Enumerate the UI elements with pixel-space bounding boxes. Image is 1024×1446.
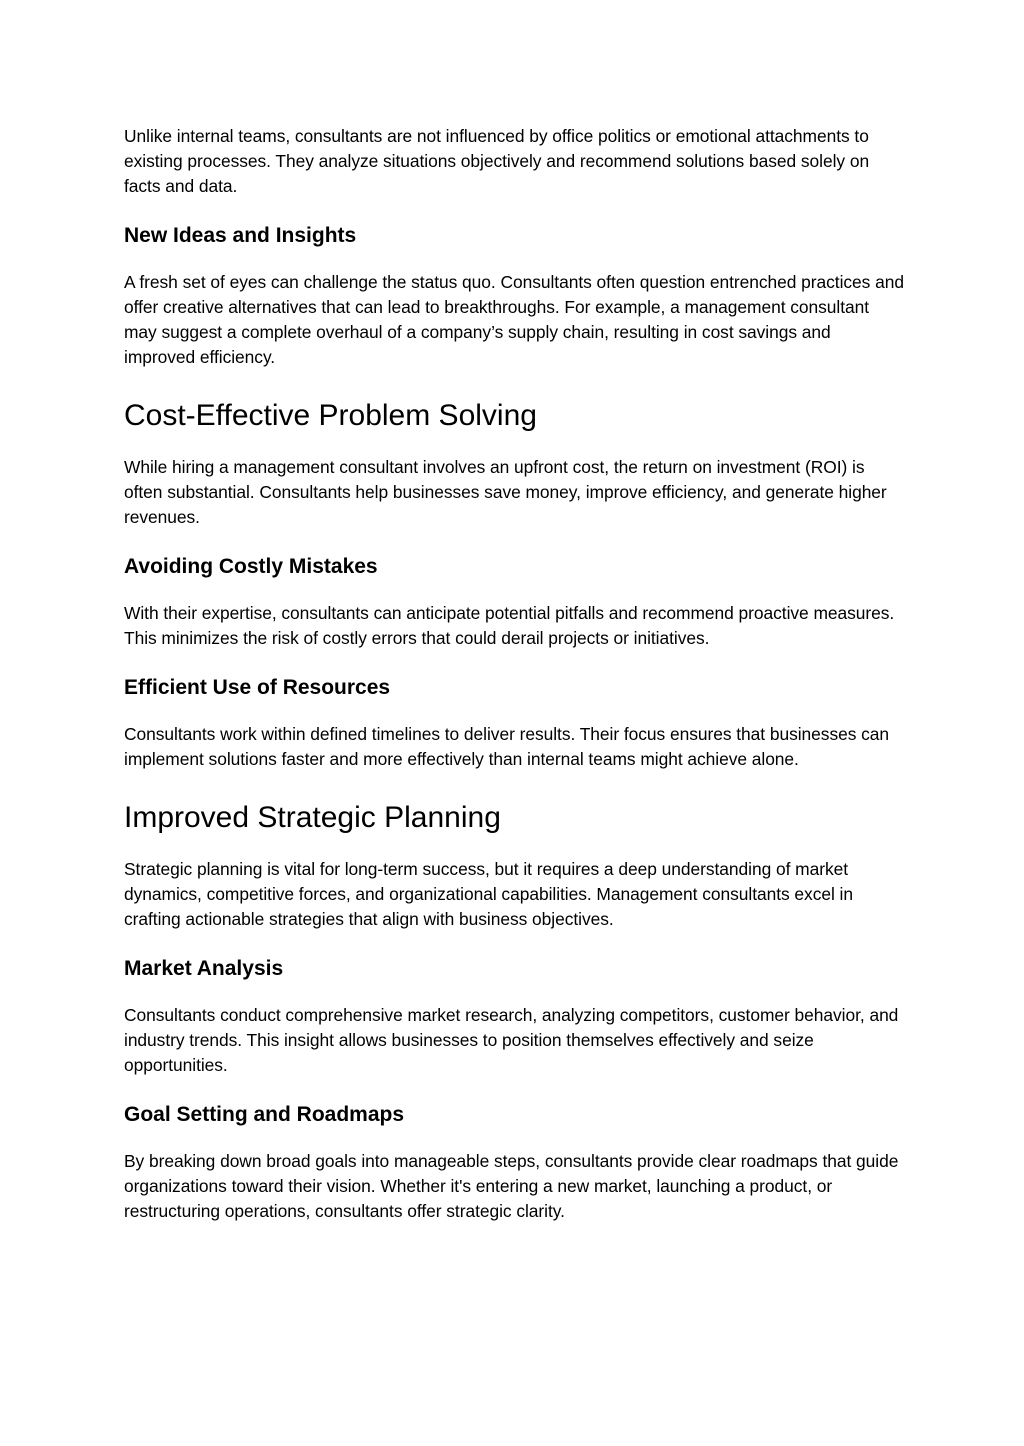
subheading-market-analysis: Market Analysis [124, 957, 284, 980]
subheading-avoiding-mistakes: Avoiding Costly Mistakes [124, 555, 378, 578]
paragraph-new-ideas: A fresh set of eyes can challenge the status quo. Consultants often question entrenched practices and offer creative alternatives that can lead to breakthroughs. For example, a management consultant may suggest a complete overhaul of a company’s supply chain, resulting in cost savings and improved efficiency. [124, 272, 904, 367]
paragraph-market-analysis: Consultants conduct comprehensive market research, analyzing competitors, customer behavior, and industry trends. This insight allows businesses to position themselves effectively and seize opportunities. [124, 1005, 899, 1075]
document-page [124, 120, 904, 1224]
subheading-efficient-resources: Efficient Use of Resources [124, 676, 391, 699]
heading-cost-effective: Cost-Effective Problem Solving [124, 399, 537, 432]
paragraph-cost-effective: While hiring a management consultant involves an upfront cost, the return on investment (ROI) is often substantial. Consultants help businesses save money, improve efficiency, and generate higher revenues. [124, 457, 887, 527]
subheading-goal-setting: Goal Setting and Roadmaps [124, 1103, 405, 1126]
paragraph-strategic-planning: Strategic planning is vital for long-term success, but it requires a deep understanding of market dynamics, competitive forces, and organizational capabilities. Management consultants excel in crafting actionable strategies that align with business objectives. [124, 859, 853, 929]
paragraph-goal-setting: By breaking down broad goals into manageable steps, consultants provide clear roadmaps that guide organizations toward their vision. Whether it's entering a new market, launching a product, or restructuring operations, consultants offer strategic clarity. [124, 1151, 899, 1221]
paragraph-avoiding-mistakes: With their expertise, consultants can anticipate potential pitfalls and recommend proactive measures. This minimizes the risk of costly errors that could derail projects or initiatives. [124, 603, 895, 648]
paragraph-efficient-resources: Consultants work within defined timelines to deliver results. Their focus ensures that businesses can implement solutions faster and more effectively than internal teams might achieve alone. [124, 724, 890, 769]
paragraph-objectivity: Unlike internal teams, consultants are not influenced by office politics or emotional attachments to existing processes. They analyze situations objectively and recommend solutions based solely on facts and data. [124, 126, 870, 196]
subheading-new-ideas: New Ideas and Insights [124, 224, 357, 247]
heading-strategic-planning: Improved Strategic Planning [124, 801, 501, 834]
